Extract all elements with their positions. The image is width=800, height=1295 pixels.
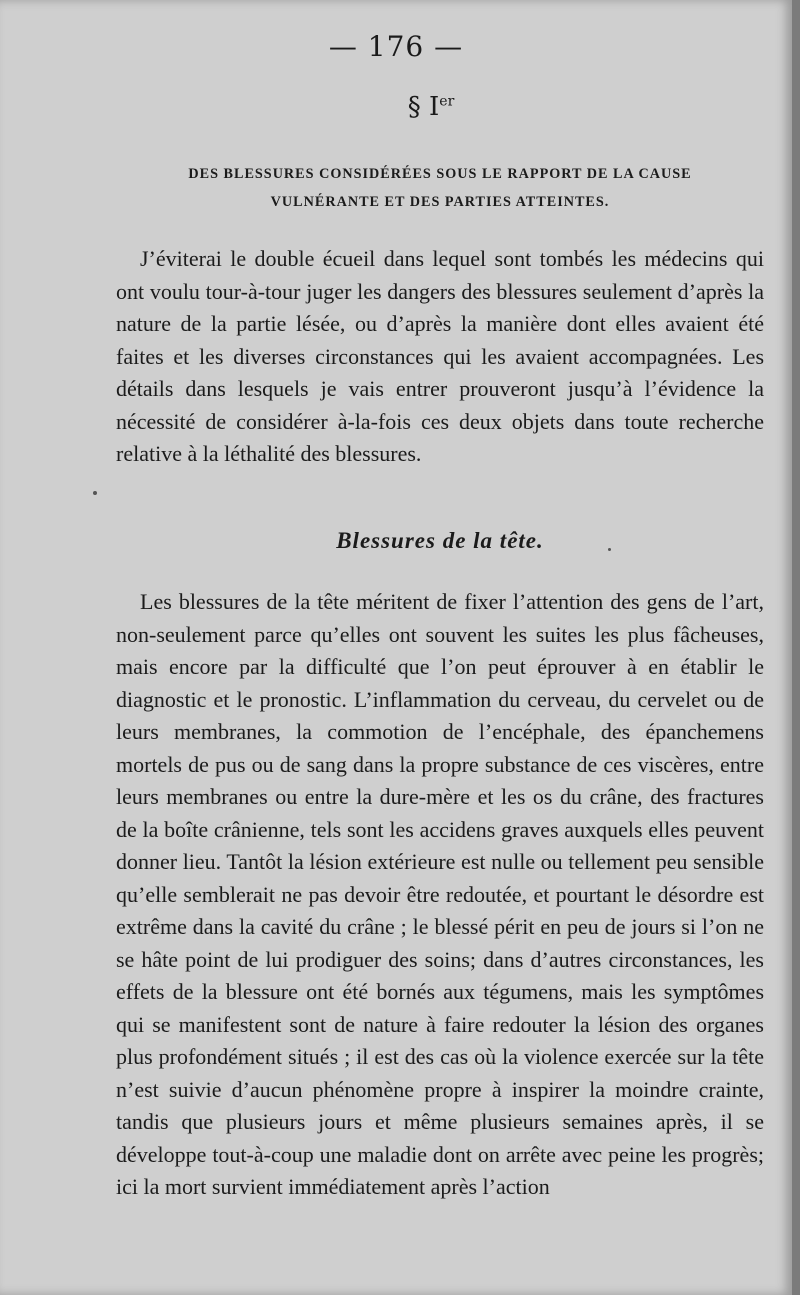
page-edge-shadow (792, 0, 800, 1295)
page-number: — 176 — (328, 30, 464, 63)
section-mark-superscript: er (439, 93, 455, 110)
section-title: DES BLESSURES CONSIDÉRÉES SOUS LE RAPPORT DE LA CAUSE VULNÉRANTE ET DES PARTIES ATTEINTES. (188, 166, 692, 210)
print-speck (608, 548, 611, 551)
paragraph-2: Les blessures de la tête méritent de fixer l’attention des gens de l’art, non-seulement parce qu’elles ont souvent les suites les plus fâcheuses, mais encore par la difficulté que l’on peut éprouver à en établir le diagnostic et le pronostic. L’inflammation du cerveau, du cervelet ou de leurs membranes, la commotion de l’encéphale, des épanchemens mortels de pus ou de sang dans la propre substance de ces viscères, entre leurs membranes ou entre la dure-mère et les os du crâne, des fractures de la boîte crânienne, tels sont les accidens graves auxquels elles peuvent donner lieu. Tantôt la lésion extérieure est nulle ou tellement peu sensible qu’elle semblerait ne pas devoir être redoutée, et pourtant le désordre est extrême dans la cavité du crâne ; le blessé périt en peu de jours si l’on ne se hâte point de lui prodiguer des soins; dans d’autres circonstances, les effets de la blessure ont été bornés aux tégumens, mais les symptômes qui se manifestent sont de nature à faire redouter la lésion des organes plus profondément situés ; il est des cas où la violence exercée sur la tête n’est suivie d’aucun phénomène propre à inspirer la moindre crainte, tandis que plusieurs jours et même plusieurs semaines après, il se développe tout-à-coup une maladie dont on arrête avec peine les progrès; ici la mort survient immédiatement après l’action (116, 589, 764, 1199)
paragraph-1: J’éviterai le double écueil dans lequel sont tombés les médecins qui ont voulu tour-à-tour juger les dangers des blessures seulement d’après la nature de la partie lésée, ou d’après la manière dont elles avaient été faites et les diverses circonstances qui les avaient accompagnées. Les détails dans lesquels je vais entrer prouveront jusqu’à l’évidence la nécessité de considérer à-la-fois ces deux objets dans toute recherche relative à la léthalité des blessures. (116, 246, 764, 466)
section-mark-text: § I (407, 92, 440, 122)
print-speck (93, 491, 97, 495)
section-mark (0, 92, 800, 122)
subheading: Blessures de la tête. (336, 528, 544, 553)
